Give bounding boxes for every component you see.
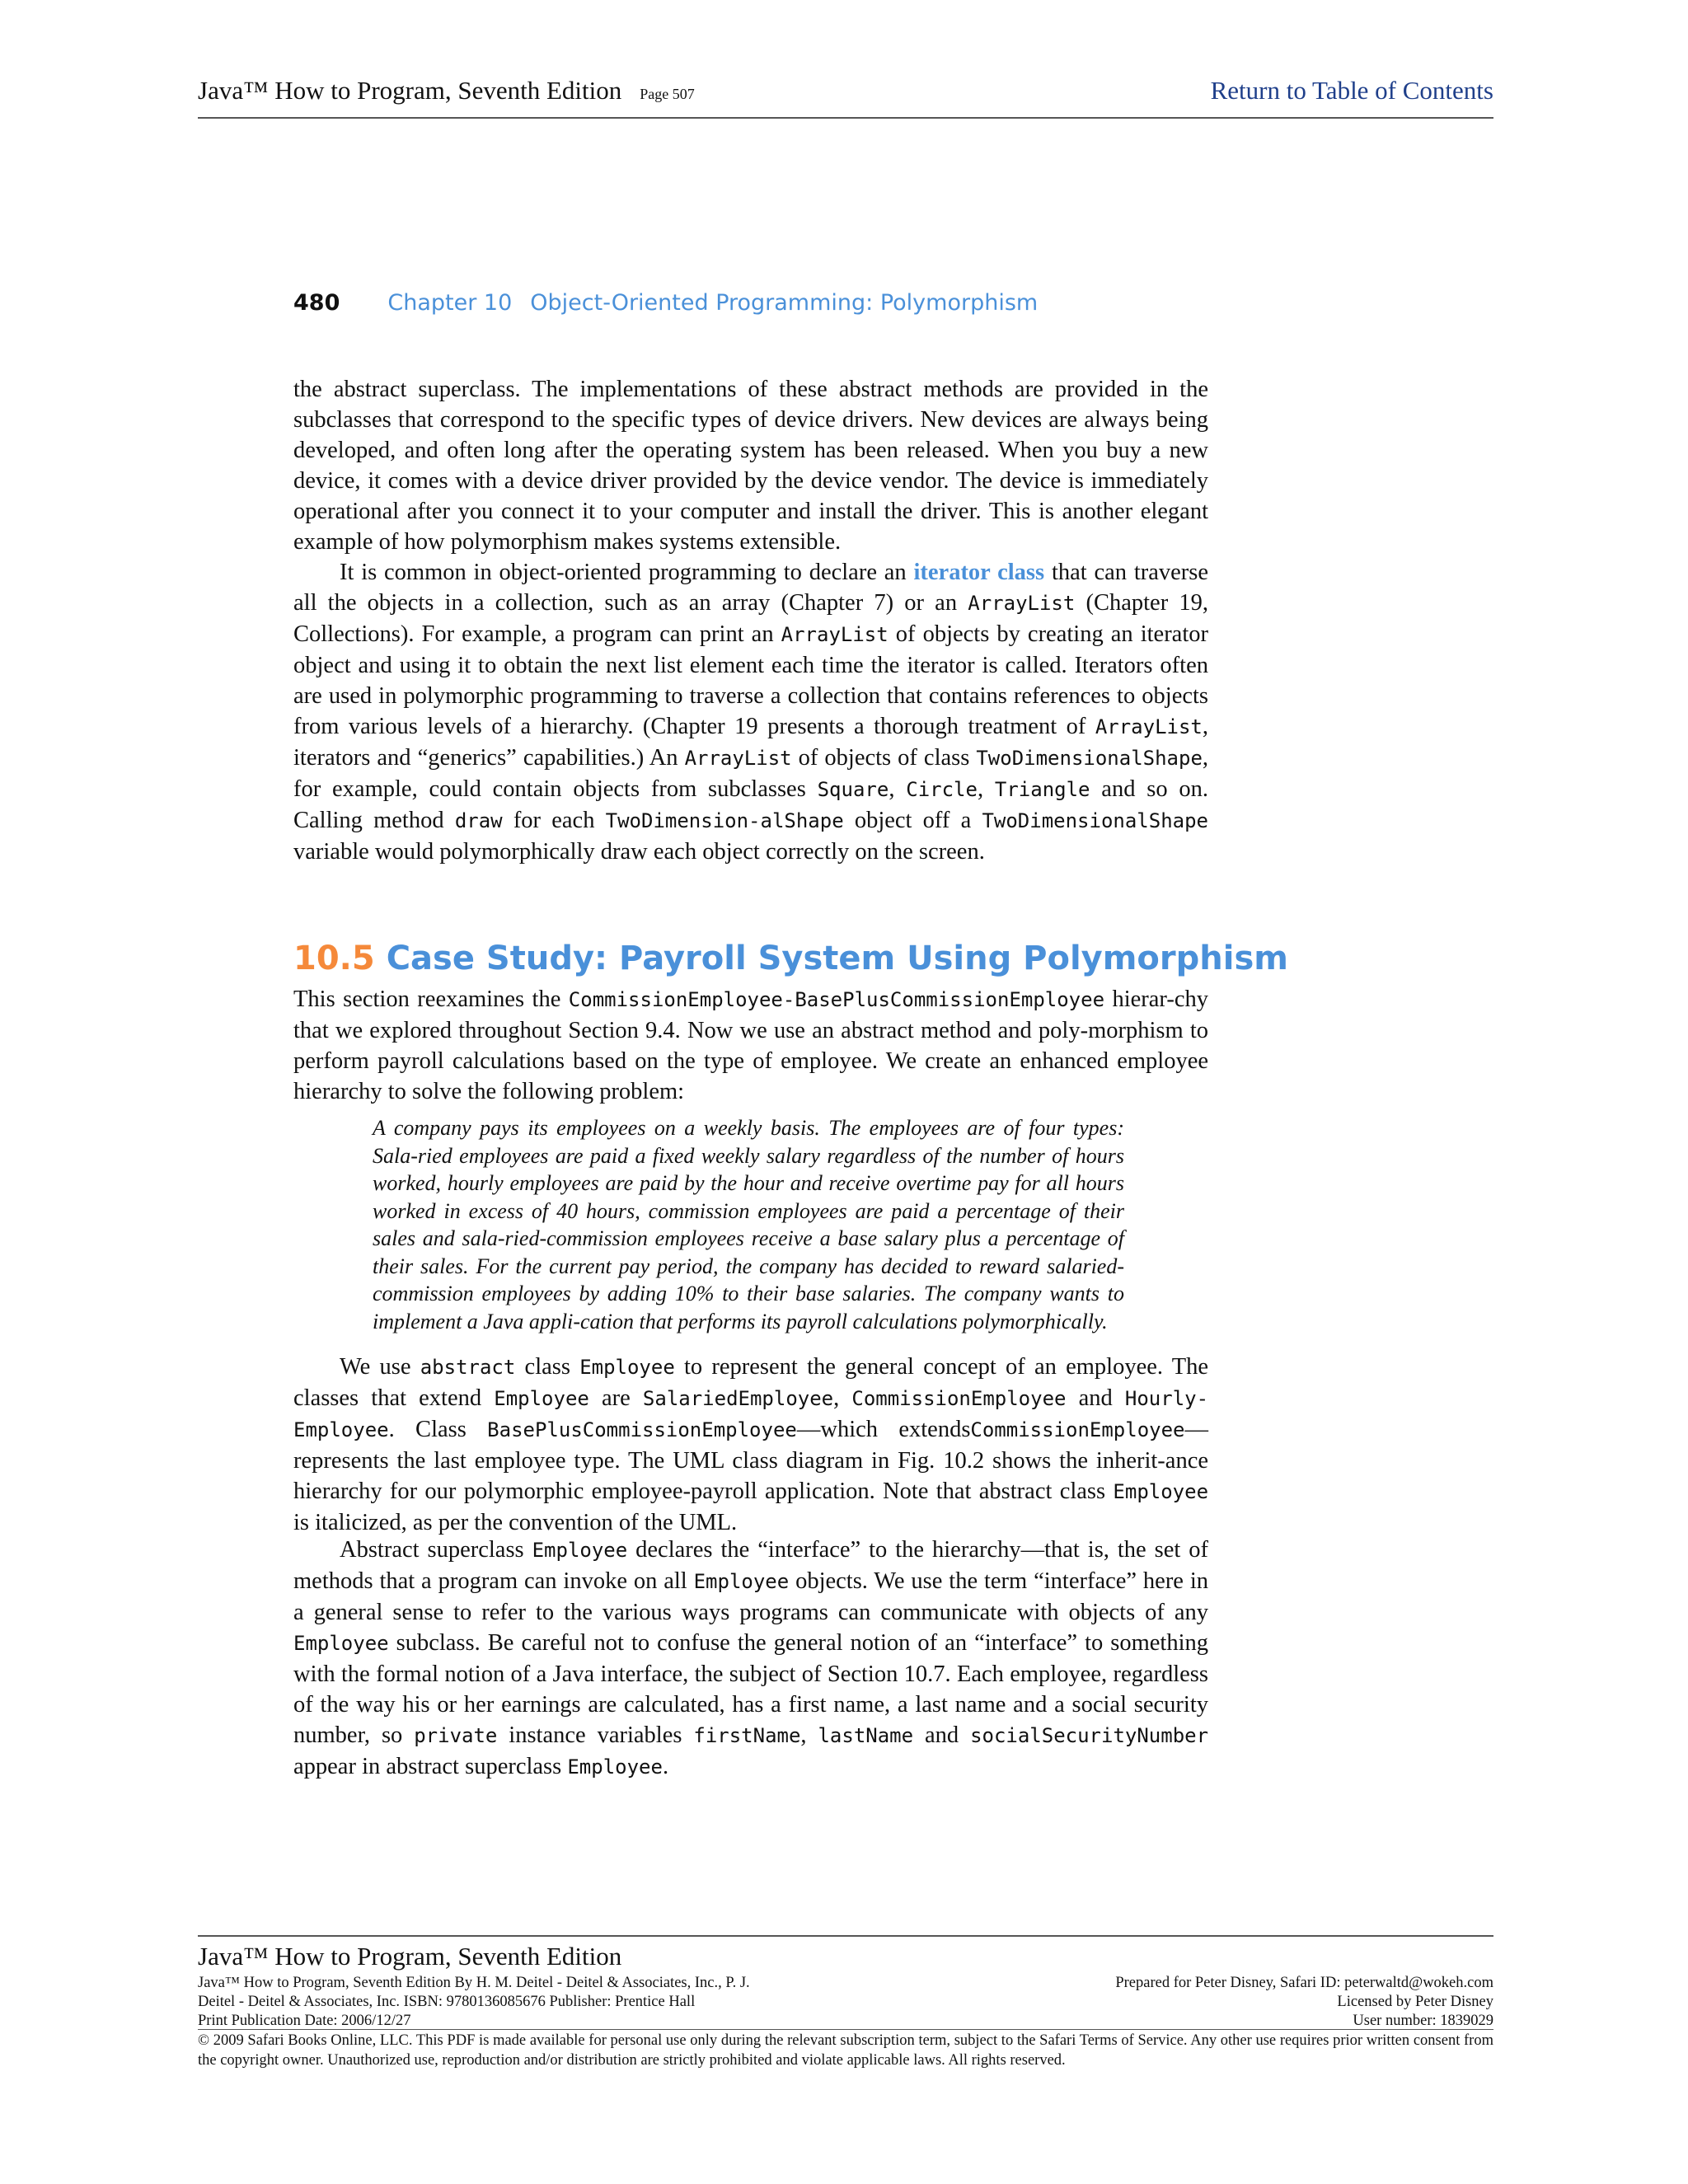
code-commissionemployee: CommissionEmployee bbox=[851, 1387, 1067, 1410]
running-head bbox=[293, 290, 1038, 316]
code-employee: Employee bbox=[579, 1356, 675, 1379]
code-twodimensionalshape: TwoDimension-alShape bbox=[605, 809, 844, 832]
chapter-title: Object-Oriented Programming: Polymorphism bbox=[530, 290, 1039, 316]
problem-statement: A company pays its employees on a weekly basis. The employees are of four types: Sala-ried employees are paid a fixed weekly salary regardless of the number of hours worked, hourly employees are paid by the hour and receive overtime pay for all hours worked in excess of 40 hours, commission employees are paid a percentage of their sales and sala-ried-commission employees receive a base salary plus a percentage of their sales. For the current pay period, the company has decided to reward salaried-commission employees by adding 10% to their base salaries. The company wants to implement a Java appli-cation that performs its payroll calculations polymorphically. bbox=[373, 1116, 1124, 1333]
code-arraylist: ArrayList bbox=[684, 747, 792, 770]
page-header bbox=[198, 76, 1493, 119]
code-hourlyemployee: Hourly-Employee bbox=[293, 1387, 1209, 1441]
section-number: 10.5 bbox=[293, 940, 375, 977]
code-square: Square bbox=[817, 778, 889, 801]
code-salariedemployee: SalariedEmployee bbox=[642, 1387, 834, 1410]
code-employee: Employee bbox=[693, 1570, 790, 1593]
code-basepluscommissionemployee: BasePlusCommissionEmployee bbox=[487, 1418, 797, 1441]
paragraph-5: Abstract superclass Employee declares the “interface” to the hierarchy—that is, the set of methods that a program can invoke on all Employee objects. We use the term “interface” here in a general sense to refer to the various ways programs can communicate with objects of any Employee subclass. Be careful not to confuse the general notion of an “interface” to something with the formal notion of a Java interface, the subject of Section 10.7. Each employee, regardless of the way his or her earnings are calculated, has a first name, a last name and a social security number, so private instance variables firstName, lastName and socialSecurityNumber appear in abstract superclass Employee. bbox=[293, 1537, 1209, 1779]
paragraph-2: It is common in object-oriented programming to declare an iterator class that can traverse all the objects in a collection, such as an array (Chapter 7) or an ArrayList (Chapter 19, Collections). For example, a program can print an ArrayList of objects by creating an iterator object and using it to obtain the next list element each time the iterator is called. Iterators often are used in polymorphic programming to traverse a collection that contains references to objects from various levels of a hierarchy. (Chapter 19 presents a thorough treatment of ArrayList, iterators and “generics” capabilities.) An ArrayList of objects of class TwoDimensionalShape, for example, could contain objects from subclasses Square, Circle, Triangle and so on. Calling method draw for each TwoDimension-alShape object off a TwoDimensionalShape variable would polymorphically draw each object correctly on the screen. bbox=[293, 560, 1209, 865]
page-number: 480 bbox=[293, 290, 340, 316]
code-commissionemployee: CommissionEmployee bbox=[970, 1418, 1185, 1441]
header-book-title bbox=[198, 76, 695, 105]
section-title: Case Study: Payroll System Using Polymorphism bbox=[386, 940, 1288, 977]
code-employee: Employee bbox=[293, 1632, 389, 1655]
footer-book-title: Java™ How to Program, Seventh Edition bbox=[198, 1942, 622, 1971]
code-employee: Employee bbox=[1113, 1480, 1209, 1503]
page-footer bbox=[198, 1935, 1493, 2069]
book-title-text: Java™ How to Program, Seventh Edition bbox=[198, 76, 622, 105]
code-triangle: Triangle bbox=[994, 778, 1090, 801]
footer-isbn: Deitel - Deitel & Associates, Inc. ISBN: 9780136085676 Publisher: Prentice Hall bbox=[198, 1994, 696, 2010]
footer-pub-date: Print Publication Date: 2006/12/27 bbox=[198, 2013, 411, 2029]
footer-authors: Java™ How to Program, Seventh Edition By H. M. Deitel - Deitel & Associates, Inc., P. J. bbox=[198, 1975, 750, 1991]
footer-divider bbox=[198, 2029, 1493, 2030]
code-lastname: lastName bbox=[818, 1724, 914, 1747]
footer-copyright: © 2009 Safari Books Online, LLC. This PDF is made available for personal use only during the relevant subscription term, subject to the Safari Terms of Service. Any other use requires prior written consent from the copyright owner. Unauthorized use, reproduction and/or distribution are strictly prohibited and violate applicable laws. All rights reserved. bbox=[198, 2032, 1493, 2069]
code-employee: Employee bbox=[494, 1387, 589, 1410]
code-arraylist: ArrayList bbox=[968, 592, 1076, 615]
paragraph-4: We use abstract class Employee to represent the general concept of an employee. The classes that extend Employee are SalariedEmployee, CommissionEmployee and Hourly-Employee. Class BasePlusCommissionEmployee—which extendsCommissionEmployee— represents the last employee type. The UML class diagram in Fig. 10.2 shows the inherit-ance hierarchy for our polymorphic employee-payroll application. Note that abstract class Employee is italicized, as per the convention of the UML. bbox=[293, 1354, 1209, 1535]
section-heading bbox=[293, 940, 1288, 977]
footer-user-number: User number: 1839029 bbox=[1353, 2013, 1493, 2029]
code-firstname: firstName bbox=[693, 1724, 801, 1747]
paragraph-1: the abstract superclass. The implementations of these abstract methods are provided in the subclasses that correspond to the specific types of device drivers. New devices are always being developed, and often long after the operating system has been released. When you buy a new device, it comes with a device driver provided by the device vendor. The device is immediately operational after you connect it to your computer and install the driver. This is another elegant example of how polymorphism makes systems extensible. bbox=[293, 377, 1208, 555]
code-arraylist: ArrayList bbox=[1095, 715, 1203, 738]
footer-prepared-for: Prepared for Peter Disney, Safari ID: peterwaltd@wokeh.com bbox=[1115, 1975, 1493, 1991]
header-page-label: Page 507 bbox=[640, 86, 695, 102]
return-to-toc-link[interactable]: Return to Table of Contents bbox=[1210, 76, 1493, 105]
code-employee: Employee bbox=[532, 1539, 628, 1562]
footer-licensed-by: Licensed by Peter Disney bbox=[1337, 1994, 1493, 2010]
code-arraylist: ArrayList bbox=[781, 623, 889, 646]
code-twodimensionalshape: TwoDimensionalShape bbox=[982, 809, 1208, 832]
code-abstract: abstract bbox=[420, 1356, 516, 1379]
code-socialsecuritynumber: socialSecurityNumber bbox=[970, 1724, 1209, 1747]
code-private: private bbox=[414, 1724, 498, 1747]
code-draw: draw bbox=[454, 809, 503, 832]
chapter-label: Chapter 10 bbox=[387, 290, 513, 316]
code-class-hierarchy: CommissionEmployee-BasePlusCommissionEmployee bbox=[568, 988, 1105, 1011]
code-twodimensionalshape: TwoDimensionalShape bbox=[976, 747, 1203, 770]
code-employee: Employee bbox=[567, 1755, 663, 1779]
paragraph-3: This section reexamines the CommissionEmployee-BasePlusCommissionEmployee hierar-chy that we explored throughout Section 9.4. Now we use an abstract method and poly-morphism to perform payroll calculations based on the type of employee. We create an enhanced employee hierarchy to solve the following problem: bbox=[293, 987, 1208, 1104]
code-circle: Circle bbox=[906, 778, 978, 801]
term-iterator-class: iterator class bbox=[913, 560, 1045, 585]
